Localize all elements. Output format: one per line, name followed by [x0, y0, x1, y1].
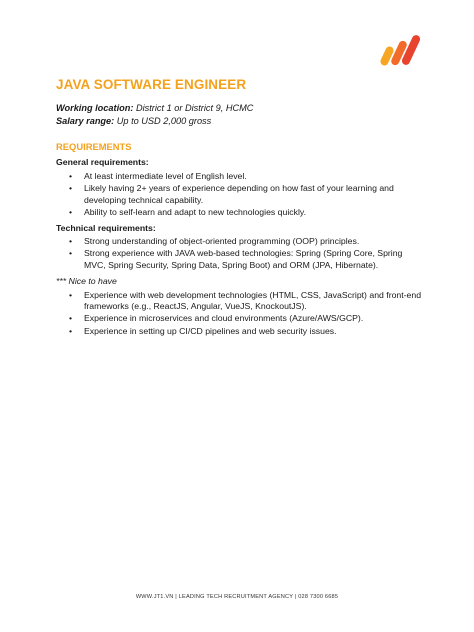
- technical-requirements-heading: Technical requirements:: [56, 222, 156, 233]
- requirements-content: [56, 157, 426, 341]
- job-title: JAVA SOFTWARE ENGINEER: [56, 77, 247, 92]
- list-item: [56, 248, 426, 271]
- list-item: [56, 326, 426, 338]
- general-requirements-heading: General requirements:: [56, 157, 149, 167]
- list-item-text: Experience with web development technologies (HTML, CSS, JavaScript) and front-end frameworks (e.g., ReactJS, Angular, VueJS, KnockoutJS).: [84, 289, 422, 312]
- page-footer: WWW.JT1.VN | LEADING TECH RECRUITMENT AGENCY | 028 7300 6685: [135, 594, 339, 600]
- bullet-icon: •: [69, 313, 73, 324]
- list-item: [56, 207, 426, 219]
- bullet-icon: •: [69, 325, 73, 336]
- salary-range: [56, 115, 253, 128]
- general-requirements-list: [56, 171, 426, 219]
- working-location: [56, 102, 253, 115]
- list-item-text: Likely having 2+ years of experience depending on how fast of your learning and developing technical capability.: [84, 182, 394, 205]
- technical-requirements-list: [56, 236, 426, 272]
- bullet-icon: •: [69, 170, 73, 181]
- working-location-value: District 1 or District 9, HCMC: [133, 103, 254, 113]
- nice-to-have-list: [56, 290, 426, 338]
- bullet-icon: •: [69, 206, 73, 217]
- list-item: [56, 236, 426, 248]
- list-item-text: Strong experience with JAVA web-based technologies: Spring (Spring Core, Spring MVC, Spring Security, Spring Data, Spring Boot) and ORM (JPA, Hibernate).: [84, 248, 403, 271]
- bullet-icon: •: [69, 182, 73, 193]
- nice-to-have-heading: *** Nice to have: [56, 275, 117, 286]
- bullet-icon: •: [69, 248, 73, 259]
- job-meta: [56, 102, 253, 128]
- bullet-icon: •: [69, 236, 73, 247]
- working-location-label: Working location:: [56, 103, 134, 113]
- bullet-icon: •: [69, 289, 73, 300]
- list-item-text: At least intermediate level of English level.: [84, 170, 247, 181]
- list-item-text: Ability to self-learn and adapt to new technologies quickly.: [84, 206, 306, 217]
- list-item: [56, 290, 426, 313]
- list-item-text: Experience in microservices and cloud environments (Azure/AWS/GCP).: [84, 313, 364, 324]
- requirements-heading: REQUIREMENTS: [56, 141, 132, 152]
- list-item-text: Experience in setting up CI/CD pipelines and web security issues.: [84, 325, 337, 336]
- list-item: [56, 171, 426, 183]
- company-logo-icon: [380, 32, 422, 68]
- list-item-text: Strong understanding of object-oriented programming (OOP) principles.: [84, 236, 360, 247]
- list-item: [56, 313, 426, 325]
- salary-range-label: Salary range:: [56, 116, 115, 126]
- salary-range-value: Up to USD 2,000 gross: [114, 116, 212, 126]
- list-item: [56, 183, 426, 206]
